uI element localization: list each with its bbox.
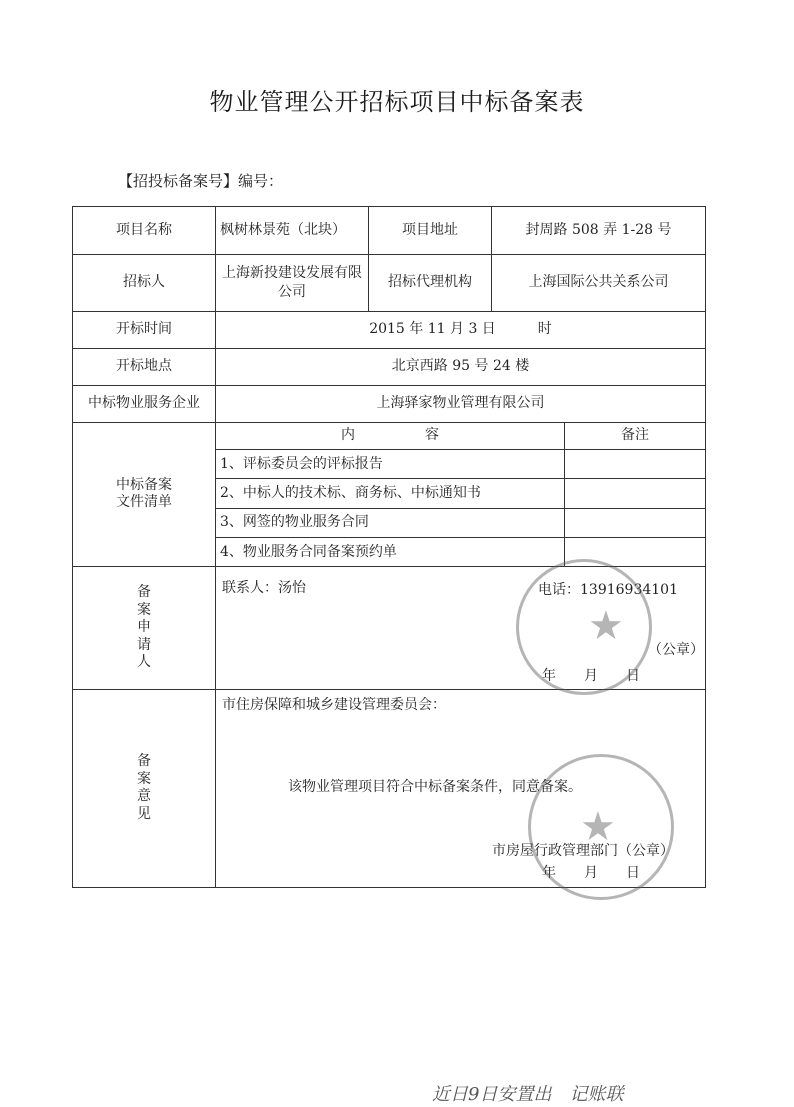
applicant-date: 年 月 日 bbox=[542, 668, 640, 685]
applicant-label-text: 备案申请人 bbox=[137, 584, 151, 671]
document-title: 物业管理公开招标项目中标备案表 bbox=[209, 88, 585, 116]
applicant-contact: 联系人：汤怡 bbox=[222, 580, 306, 597]
applicant-cell bbox=[216, 567, 706, 689]
docs-item: 1、评标委员会的评标报告 bbox=[216, 449, 565, 478]
seal-star-icon: ★ bbox=[588, 603, 624, 650]
project-name-label: 项目名称 bbox=[73, 207, 216, 255]
tenderer: 上海新投建设发展有限公司 bbox=[216, 254, 369, 312]
docs-item-remark bbox=[565, 508, 706, 537]
docs-item: 3、网签的物业服务合同 bbox=[216, 508, 565, 537]
record-number bbox=[118, 170, 283, 191]
opinion-label bbox=[73, 689, 216, 887]
opinion-cell bbox=[216, 689, 706, 887]
row-winner bbox=[73, 386, 706, 422]
docs-item-remark bbox=[565, 479, 706, 508]
winner-label: 中标物业服务企业 bbox=[73, 386, 216, 422]
record-number-label: 【招投标备案号】编号： bbox=[118, 172, 284, 190]
docs-item-remark bbox=[565, 449, 706, 478]
docs-item: 4、物业服务合同备案预约单 bbox=[216, 537, 565, 566]
opinion-department: 市房屋行政管理部门（公章） bbox=[492, 842, 674, 859]
row-opinion bbox=[73, 689, 706, 887]
filing-form-table bbox=[72, 206, 706, 888]
open-place-label: 开标地点 bbox=[73, 348, 216, 385]
tenderer-label: 招标人 bbox=[73, 254, 216, 312]
applicant-label bbox=[73, 567, 216, 689]
project-address-label: 项目地址 bbox=[369, 207, 492, 255]
docs-content-header: 内 容 bbox=[216, 422, 565, 449]
applicant-phone: 电话：13916934101 bbox=[538, 582, 678, 599]
docs-item: 2、中标人的技术标、商务标、中标通知书 bbox=[216, 479, 565, 508]
row-project bbox=[73, 207, 706, 255]
docs-remark-header: 备注 bbox=[565, 422, 706, 449]
row-open-time bbox=[73, 312, 706, 348]
docs-label-text: 中标备案文件清单 bbox=[116, 476, 172, 511]
agency-label: 招标代理机构 bbox=[369, 254, 492, 312]
docs-label bbox=[73, 422, 216, 567]
company-seal-stamp bbox=[516, 559, 652, 695]
open-time: 2015 年 11 月 3 日 时 bbox=[216, 312, 706, 348]
row-open-place bbox=[73, 348, 706, 385]
row-tenderer bbox=[73, 254, 706, 312]
row-applicant bbox=[73, 567, 706, 689]
open-place: 北京西路 95 号 24 楼 bbox=[216, 348, 706, 385]
seal-star-icon: ★ bbox=[580, 803, 616, 850]
winner: 上海驿家物业管理有限公司 bbox=[216, 386, 706, 422]
opinion-addressee: 市住房保障和城乡建设管理委员会： bbox=[222, 696, 446, 713]
project-address: 封周路 508 弄 1-28 号 bbox=[492, 207, 706, 255]
opinion-text: 该物业管理项目符合中标备案条件，同意备案。 bbox=[288, 778, 582, 795]
handwritten-note: 近日9日安置出 记账联 bbox=[432, 1084, 624, 1105]
open-time-label: 开标时间 bbox=[73, 312, 216, 348]
opinion-label-text: 备案意见 bbox=[137, 753, 151, 822]
applicant-seal-label: （公章） bbox=[648, 642, 704, 659]
opinion-date: 年 月 日 bbox=[542, 864, 640, 881]
row-docs-header bbox=[73, 422, 706, 449]
project-name: 枫树林景苑（北块） bbox=[216, 207, 369, 255]
agency: 上海国际公共关系公司 bbox=[492, 254, 706, 312]
